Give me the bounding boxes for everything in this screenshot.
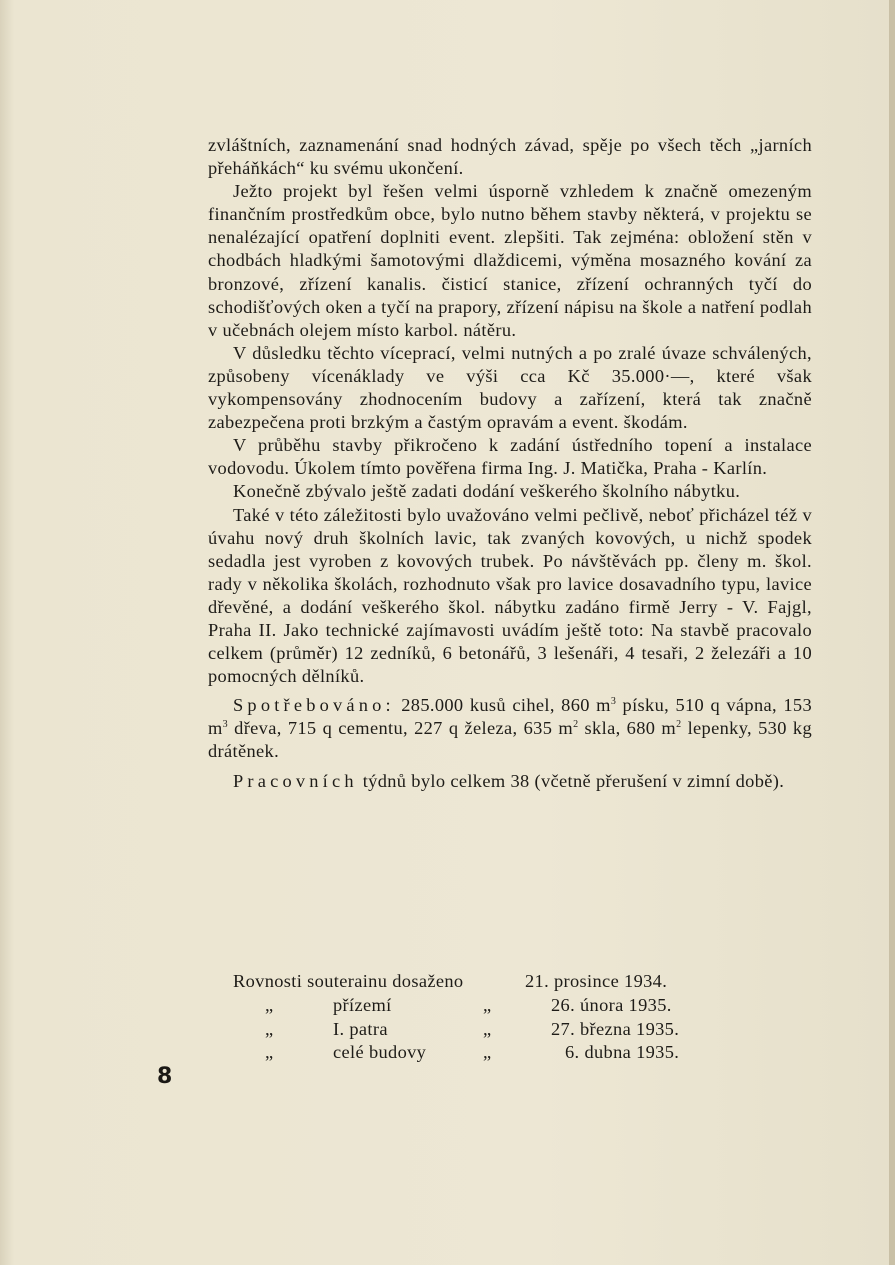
- body-text: [208, 134, 812, 793]
- milestone-item: celé budovy: [333, 1042, 427, 1063]
- consumption-part-1: 285.000 kusů cihel, 860 m: [401, 695, 611, 716]
- weeks-lead: Pracovních: [233, 770, 358, 791]
- milestone-item: přízemí: [333, 994, 392, 1015]
- paragraph-2: Ježto projekt byl řešen velmi úsporně vzhledem k značně omezeným finančním prostředkům obce, bylo nutno během stavby některá, v projektu se nenalézající opatření doplniti event. zlepšiti. Tak zejména: obložení stěn v chodbách hladkými šamotovými dlaždicemi, výměna mosazného kování za bronzové, zřízení kanalis. čisticí stanice, zřízení ochranných tyčí do schodišťových oken a tyčí na prapory, zřízení nápisu na škole a natření podlah v učebnách olejem místo karbol. nátěru.: [208, 181, 812, 340]
- paragraph-5: Konečně zbývalo ještě zadati dodání veškerého školního nábytku.: [233, 481, 741, 502]
- ditto-mark: „: [265, 994, 274, 1015]
- ditto-mark: „: [483, 994, 492, 1015]
- page-number: 8: [157, 1064, 173, 1089]
- consumption-part-4: skla, 680 m: [578, 718, 677, 739]
- milestone-row: [233, 1018, 793, 1042]
- milestones-table: [233, 970, 793, 1065]
- superscript-square: 2: [676, 719, 682, 731]
- paragraph-6: Také v této záležitosti bylo uvažováno velmi pečlivě, neboť přicházel též v úvahu nový druh školních lavic, tak zvaných kovových, u nichž spodek sedadla jest vyroben z kovových trubek. Po návštěvách pp. členy m. škol. rady v několika školách, rozhodnuto však pro lavice dosavadního typu, lavice dřevěné, a dodání veškerého škol. nábytku zadáno firmě Jerry - V. Fajgl, Praha II. Jako technické zajímavosti uvádím ještě toto: Na stavbě pracovalo celkem (průměr) 12 zedníků, 6 betonářů, 3 lešenáři, 4 tesaři, 2 železáři a 10 pomocných dělníků.: [208, 504, 812, 687]
- page-edge: [889, 0, 895, 1265]
- milestone-date: 26. února 1935.: [551, 994, 672, 1015]
- milestone-row: [233, 994, 793, 1018]
- paragraph-4: V průběhu stavby přikročeno k zadání ústředního topení a instalace vodovodu. Úkolem tímto pověřena firma Ing. J. Matička, Praha - Karlín.: [208, 435, 812, 479]
- paragraph-3: V důsledku těchto víceprací, velmi nutných a po zralé úvaze schválených, způsobeny vícenáklady ve výši cca Kč 35.000·—, které však vykompensovány zhodnocením budovy a zařízení, která tak značně zabezpečena proti brzkým a častým opravám a event. škodám.: [208, 342, 812, 433]
- weeks-rest: týdnů bylo celkem 38 (včetně přerušení v zimní době).: [362, 770, 785, 791]
- milestone-date: 21. prosince 1934.: [525, 971, 668, 991]
- consumption-part-3: dřeva, 715 q cementu, 227 q železa, 635 m: [228, 718, 574, 739]
- milestone-row: [233, 1041, 793, 1065]
- ditto-mark: „: [265, 1018, 274, 1039]
- weeks-paragraph: [208, 770, 812, 793]
- ditto-mark: „: [265, 1042, 274, 1063]
- ditto-mark: „: [483, 1018, 492, 1039]
- consumption-paragraph: [208, 694, 812, 763]
- milestone-row: [233, 970, 793, 994]
- paragraph-1: zvláštních, zaznamenání snad hodných závad, spěje po všech těch „jarních přeháňkách“ ku svému ukončení.: [208, 135, 812, 179]
- consumption-part-5: lepenky, 530 kg drátěnek.: [208, 718, 812, 762]
- milestone-date: 27. března 1935.: [551, 1018, 680, 1039]
- consumption-lead: Spotřebováno:: [233, 695, 395, 716]
- milestone-item: I. patra: [333, 1018, 388, 1039]
- superscript-cubic: 3: [610, 696, 617, 708]
- ditto-mark: „: [483, 1042, 492, 1063]
- superscript-cubic: 3: [222, 719, 229, 731]
- superscript-square: 2: [573, 719, 579, 731]
- consumption-part-2: písku, 510 q vápna, 153 m: [208, 695, 812, 739]
- milestone-date: 6. dubna 1935.: [565, 1042, 680, 1063]
- milestone-head-label: Rovnosti souterainu dosaženo: [233, 971, 464, 991]
